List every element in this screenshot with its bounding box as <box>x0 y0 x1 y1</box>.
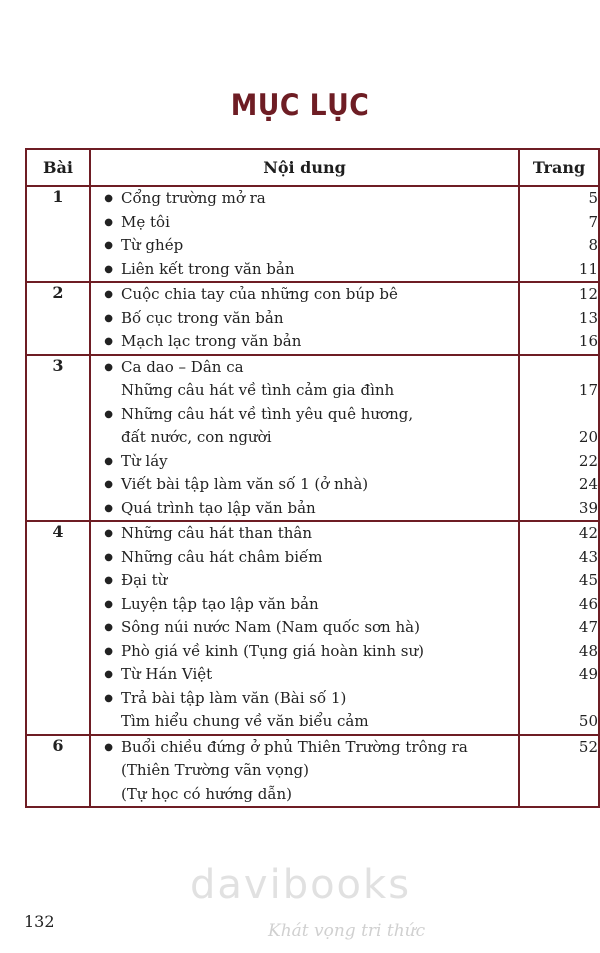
toc-entry <box>91 307 518 331</box>
toc-entry <box>91 640 518 664</box>
bullet-icon: ● <box>104 528 113 539</box>
entry-title: Những câu hát về tình cảm gia đình <box>121 381 395 399</box>
entry-title: Những câu hát về tình yêu quê hương, <box>121 404 414 423</box>
bullet-icon: ● <box>104 289 113 300</box>
toc-entry <box>91 736 518 760</box>
entry-page: 7 <box>588 212 598 231</box>
toc-entry <box>91 663 518 687</box>
toc-entry <box>91 234 518 258</box>
entry-title: Từ láy <box>121 451 168 470</box>
toc-entry <box>91 569 518 593</box>
page-title: MỤC LỤC <box>230 88 370 122</box>
header-bai: Bài <box>26 149 90 186</box>
entry-page: 5 <box>588 189 598 207</box>
bullet-icon: ● <box>104 575 113 586</box>
entry-page <box>520 783 598 807</box>
entry-page: 45 <box>578 571 598 589</box>
entry-title: Từ ghép <box>121 236 184 254</box>
header-noi-dung: Nội dung <box>90 149 519 186</box>
toc-entry <box>91 187 518 211</box>
section-number: 4 <box>26 521 90 735</box>
toc-entry <box>91 356 518 380</box>
entry-page: 12 <box>578 285 598 303</box>
bullet-icon: ● <box>104 551 113 563</box>
toc-entry <box>91 687 518 711</box>
section-number: 6 <box>26 735 90 808</box>
entry-title: Bố cục trong văn bản <box>121 308 284 327</box>
section-pages <box>519 355 599 522</box>
toc-entry <box>91 522 518 546</box>
entry-page: 8 <box>588 236 598 254</box>
entry-title: Tìm hiểu chung về văn biểu cảm <box>121 712 369 730</box>
bullet-icon: ● <box>104 312 113 324</box>
entry-page: 11 <box>578 259 598 278</box>
section-number: 3 <box>26 355 90 522</box>
toc-entry <box>91 258 518 282</box>
section-row <box>26 282 599 355</box>
header-trang: Trang <box>519 149 599 186</box>
entry-page: 43 <box>578 547 598 566</box>
toc-entry <box>91 593 518 617</box>
bullet-icon: ● <box>104 336 113 347</box>
entry-title: Sông núi nước Nam (Nam quốc sơn hà) <box>121 618 420 636</box>
section-pages <box>519 282 599 355</box>
entry-title: Những câu hát than thân <box>121 524 313 542</box>
entry-title: Phò giá về kinh (Tụng giá hoàn kinh sư) <box>121 641 425 660</box>
toc-entry <box>91 473 518 497</box>
entry-title: Trả bài tập làm văn (Bài số 1) <box>121 688 347 707</box>
toc-entry <box>91 783 518 807</box>
bullet-icon: ● <box>104 622 113 633</box>
section-row <box>26 521 599 735</box>
watermark-tagline: Khát vọng tri thức <box>268 921 426 941</box>
toc-entry <box>91 546 518 570</box>
toc-entry <box>91 759 518 783</box>
bullet-icon: ● <box>104 240 113 251</box>
bullet-icon: ● <box>104 193 113 204</box>
bullet-icon: ● <box>104 479 113 490</box>
section-content <box>90 355 519 522</box>
toc-entry <box>91 211 518 235</box>
entry-page <box>520 687 598 711</box>
section-pages <box>519 186 599 282</box>
bullet-icon: ● <box>104 361 113 373</box>
entry-title: Mẹ tôi <box>121 212 170 231</box>
entry-page: 49 <box>578 665 598 683</box>
section-number: 2 <box>26 282 90 355</box>
entry-title: Những câu hát châm biếm <box>121 547 323 566</box>
table-of-contents <box>25 148 600 808</box>
entry-title: Cuộc chia tay của những con búp bê <box>121 285 398 303</box>
entry-title: Buổi chiều đứng ở phủ Thiên Trường trông ra <box>121 737 468 756</box>
entry-title: Quá trình tạo lập văn bản <box>121 498 316 517</box>
entry-page: 48 <box>578 641 598 660</box>
toc-entry <box>91 450 518 474</box>
toc-entry <box>91 426 518 450</box>
entry-title: Mạch lạc trong văn bản <box>121 332 302 350</box>
entry-title: Luyện tập tạo lập văn bản <box>121 594 319 613</box>
entry-title: (Tự học có hướng dẫn) <box>121 784 293 803</box>
section-pages <box>519 735 599 808</box>
page-number: 132 <box>24 912 55 931</box>
section-pages <box>519 521 599 735</box>
toc-entry <box>91 497 518 521</box>
entry-page <box>520 759 598 783</box>
entry-page: 39 <box>578 498 598 517</box>
bullet-icon: ● <box>104 669 113 680</box>
bullet-icon: ● <box>104 741 113 753</box>
entry-page: 20 <box>578 428 598 446</box>
bullet-icon: ● <box>104 263 113 275</box>
section-row <box>26 735 599 808</box>
bullet-icon: ● <box>104 502 113 514</box>
entry-title: (Thiên Trường vãn vọng) <box>121 761 309 779</box>
toc-entry <box>91 379 518 403</box>
toc-entry <box>91 616 518 640</box>
bullet-icon: ● <box>104 455 113 467</box>
bullet-icon: ● <box>104 645 113 657</box>
entry-title: Liên kết trong văn bản <box>121 259 295 278</box>
entry-title: Cổng trường mở ra <box>121 189 266 207</box>
toc-entry <box>91 330 518 354</box>
bullet-icon: ● <box>104 598 113 610</box>
header-row <box>26 149 599 186</box>
entry-page: 47 <box>578 618 598 636</box>
entry-page: 22 <box>578 451 598 470</box>
bullet-icon: ● <box>104 216 113 228</box>
entry-page <box>520 403 598 427</box>
entry-title: Ca dao – Dân ca <box>121 357 244 376</box>
entry-title: đất nước, con người <box>121 428 272 446</box>
section-number: 1 <box>26 186 90 282</box>
section-content <box>90 186 519 282</box>
entry-page: 16 <box>578 332 598 350</box>
entry-title: Từ Hán Việt <box>121 665 213 683</box>
section-row <box>26 355 599 522</box>
section-content <box>90 282 519 355</box>
toc-entry <box>91 283 518 307</box>
bullet-icon: ● <box>104 692 113 704</box>
toc-entry <box>91 710 518 734</box>
entry-page: 46 <box>578 594 598 613</box>
entry-page: 13 <box>578 308 598 327</box>
entry-title: Viết bài tập làm văn số 1 (ở nhà) <box>121 475 369 493</box>
entry-page: 17 <box>578 381 598 399</box>
entry-page: 24 <box>578 475 598 493</box>
entry-page: 42 <box>578 524 598 542</box>
entry-title: Đại từ <box>121 571 168 589</box>
entry-page <box>520 356 598 380</box>
section-row <box>26 186 599 282</box>
toc-entry <box>91 403 518 427</box>
bullet-icon: ● <box>104 408 113 420</box>
section-content <box>90 735 519 808</box>
entry-page: 52 <box>578 737 598 756</box>
section-content <box>90 521 519 735</box>
watermark-brand: davibooks <box>190 862 412 908</box>
entry-page: 50 <box>578 712 598 730</box>
